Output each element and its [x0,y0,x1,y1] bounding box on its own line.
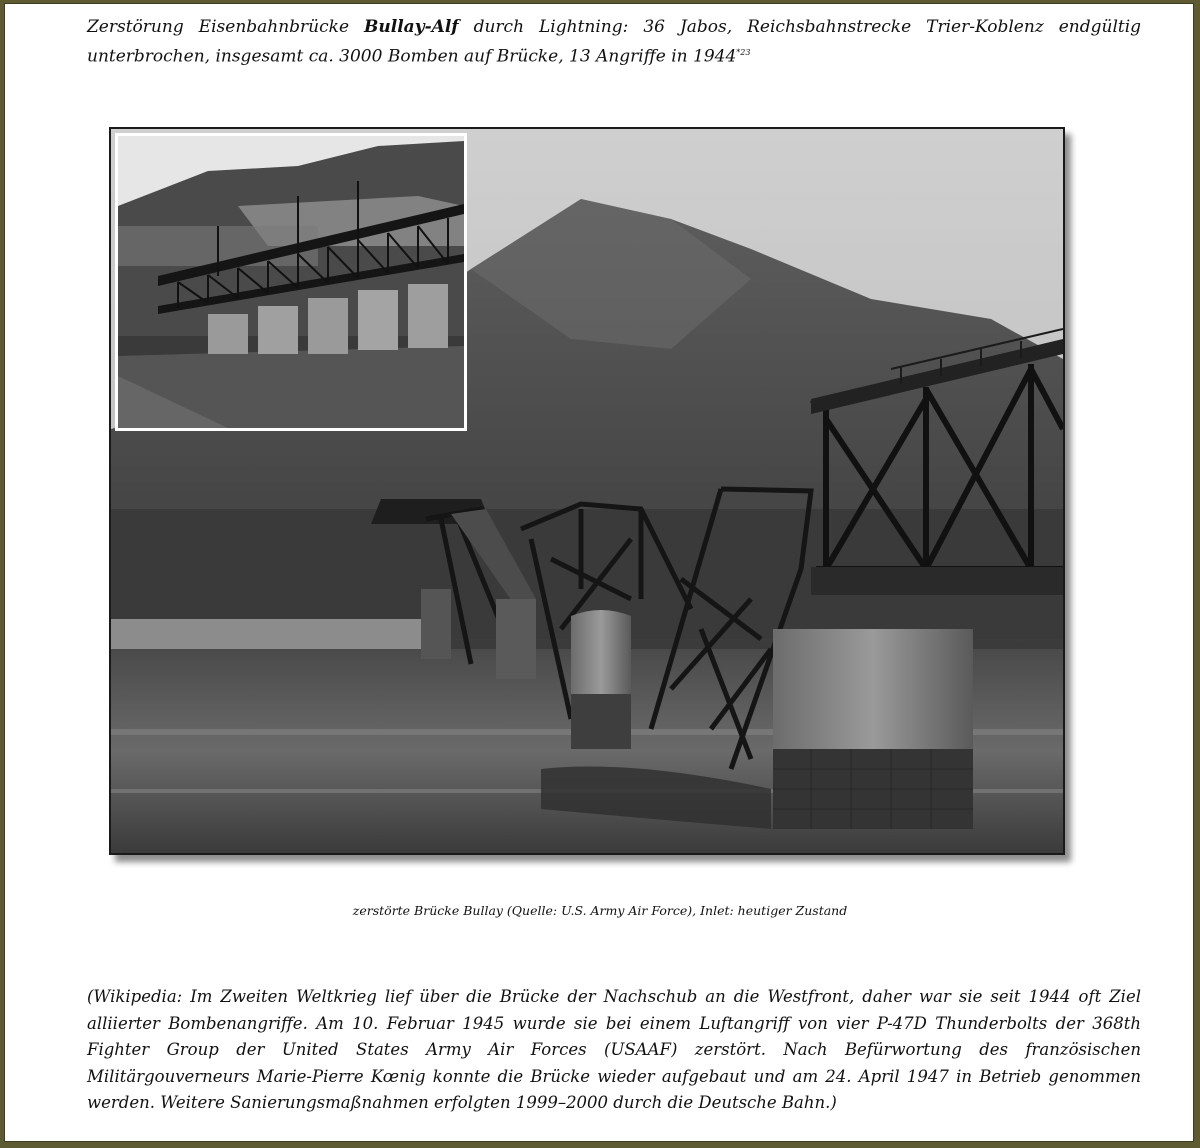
heading-bridge-name: Bullay-Alf [364,17,459,37]
present-day-bridge-inset [115,133,467,431]
heading-text-after: durch Lightning: 36 Jabos, Reichsbahnstrecke Trier-Koblenz endgültig unterbrochen, insgesamt ca. 3000 Bomben auf Brücke, 13 Angriffe in 1944 [87,17,1142,67]
destroyed-bridge-photo [109,127,1065,855]
heading-footnote-mark: *23 [736,48,751,57]
page-heading [87,14,1141,70]
document-page [4,3,1194,1142]
photo-caption: zerstörte Brücke Bullay (Quelle: U.S. Army Air Force), Inlet: heutiger Zustand [352,903,848,918]
heading-text-before: Zerstörung Eisenbahnbrücke [87,17,350,37]
present-day-bridge-image [118,136,464,428]
wikipedia-excerpt: (Wikipedia: Im Zweiten Weltkrieg lief über die Brücke der Nachschub an die Westfront, daher war sie seit 1944 oft Ziel alliierter Bombenangriffe. Am 10. Februar 1945 wurde sie bei einem Luftangriff von vier P-47D Thunderbolts der 368th Fighter Group der United States Army Air Forces (USAAF) zerstört. Nach Befürwortung des französischen Militärgouverneurs Marie-Pierre Kœnig konnte die Brücke wieder aufgebaut und am 24. April 1947 in Betrieb genommen werden. Weitere Sanierungsmaßnahmen erfolgten 1999–2000 durch die Deutsche Bahn.) [87,987,1141,1112]
